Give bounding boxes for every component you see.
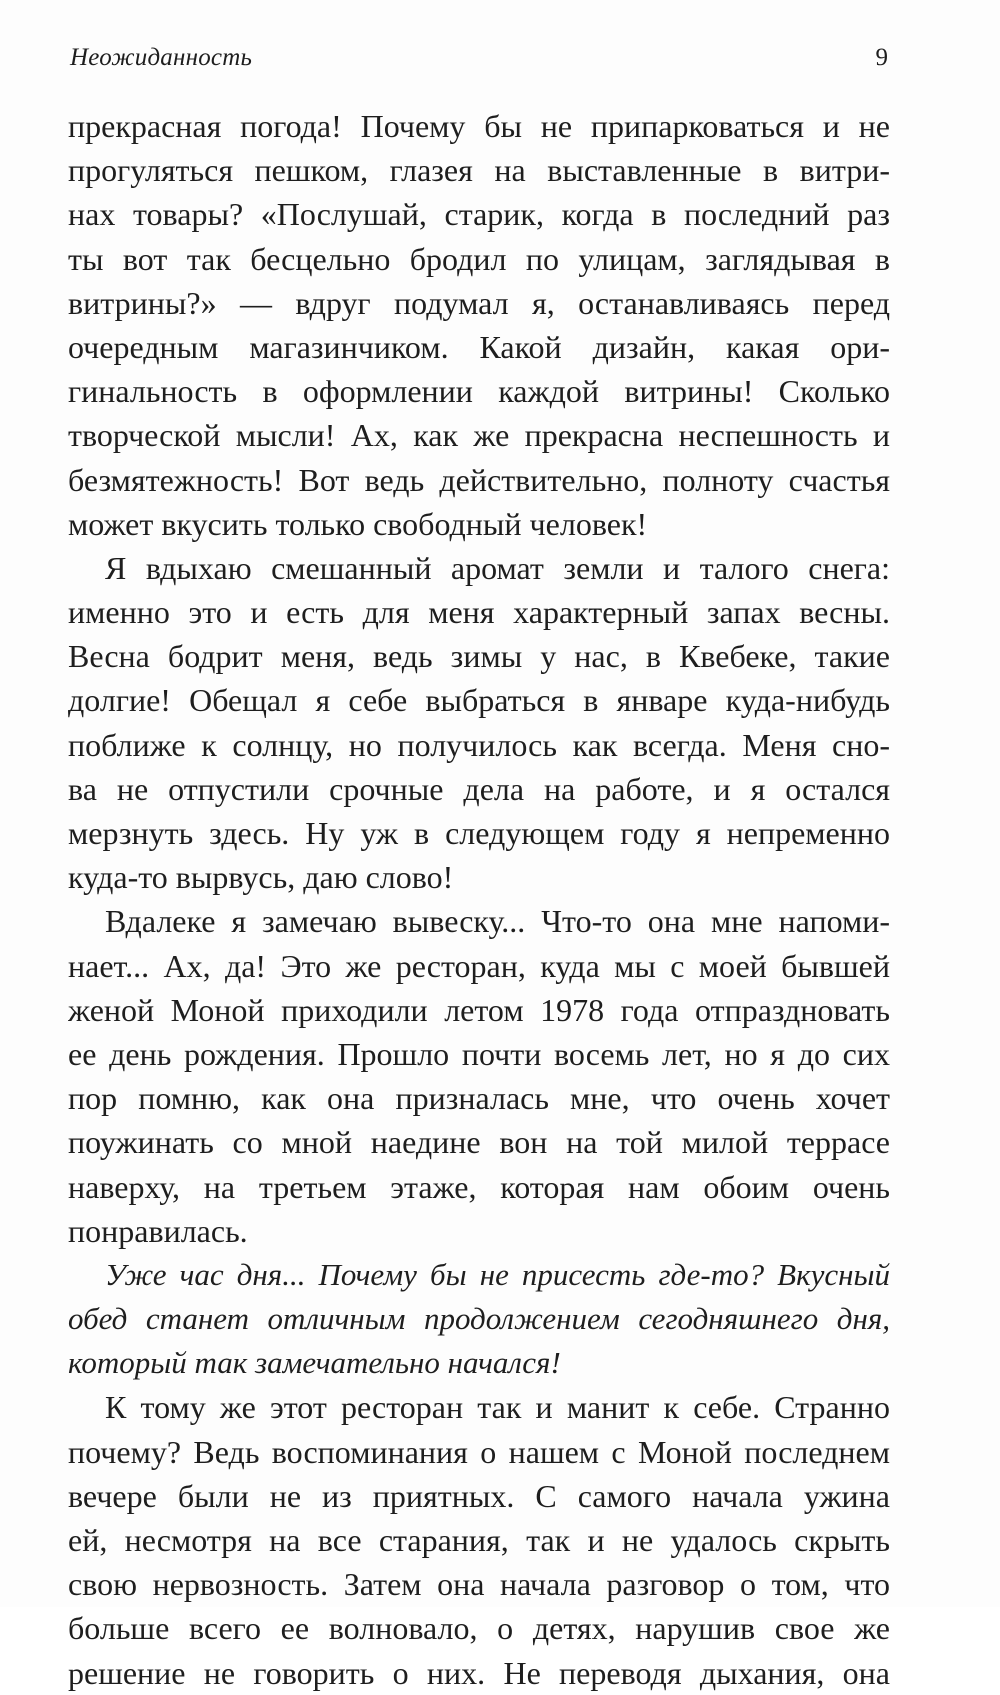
text-line: нает... Ах, да! Это же ресторан, куда мы с моей бывшей [68,947,890,984]
running-head [70,44,888,84]
text-line: творческой мысли! Ах, как же прекрасна неспешность и [68,417,890,454]
text-line: Я вдыхаю смешанный аромат земли и талого снега: [105,549,890,586]
body-text [68,104,890,1695]
text-line: обед станет отличным продолжением сегодняшнего дня, [68,1301,890,1337]
text-line: наверху, на третьем этаже, которая нам обоим очень [68,1168,890,1205]
text-line: Уже час дня... Почему бы не присесть где-то? Вкусный [105,1256,890,1292]
text-line: поужинать со мной наедине вон на той милой террасе [68,1124,890,1161]
text-line: свою нервозность. Затем она начала разговор о том, что [68,1566,890,1603]
text-line: решение не говорить о них. Не переводя дыхания, она [68,1654,890,1691]
text-line: может вкусить только свободный человек! [68,505,648,542]
text-line: ей, несмотря на все старания, так и не удалось скрыть [68,1522,890,1558]
text-line: Вдалеке я замечаю вывеску... Что-то она мне напоми- [105,903,890,940]
text-line: ты вот так бесцельно бродил по улицам, заглядывая в [68,240,890,277]
text-line: гинальность в оформлении каждой витрины! Сколько [68,373,890,410]
text-line: понравилась. [68,1212,248,1249]
text-line: нах товары? «Послушай, старик, когда в последний раз [68,196,890,233]
text-line: пор помню, как она призналась мне, что очень хочет [68,1080,890,1117]
text-line: прогуляться пешком, глазея на выставленные в витри- [68,152,890,189]
text-line: который так замечательно начался! [68,1345,561,1381]
text-line: Весна бодрит меня, ведь зимы у нас, в Квебеке, такие [68,638,890,675]
text-line: очередным магазинчиком. Какой дизайн, какая ори- [68,328,890,365]
running-title: Неожиданность [70,44,253,71]
text-line: именно это и есть для меня характерный запах весны. [68,594,890,631]
text-line: прекрасная погода! Почему бы не припарковаться и не [68,108,890,144]
text-line: больше всего ее волновало, о детях, нарушив свое же [68,1610,890,1647]
text-line: вечере были не из приятных. С самого начала ужина [68,1477,890,1514]
text-line: долгие! Обещал я себе выбраться в январе куда-нибудь [68,682,890,719]
text-line: ее день рождения. Прошло почти восемь лет, но я до сих [68,1035,890,1072]
text-line: К тому же этот ресторан так и манит к себе. Странно [105,1389,890,1426]
text-line: безмятежность! Вот ведь действительно, полноту счастья [68,461,890,498]
text-line: поближе к солнцу, но получилось как всегда. Меня сно- [68,726,890,763]
text-line: куда-то вырвусь, даю слово! [68,859,454,896]
text-line: мерзнуть здесь. Ну уж в следующем году я непременно [68,815,890,851]
page-number: 9 [875,44,888,71]
text-line: витрины?» — вдруг подумал я, останавливаясь перед [68,284,890,321]
text-line: женой Моной приходили летом 1978 года отпраздновать [68,991,890,1028]
text-line: почему? Ведь воспоминания о нашем с Моной последнем [68,1433,890,1470]
text-line: ва не отпустили срочные дела на работе, и я остался [68,770,890,807]
